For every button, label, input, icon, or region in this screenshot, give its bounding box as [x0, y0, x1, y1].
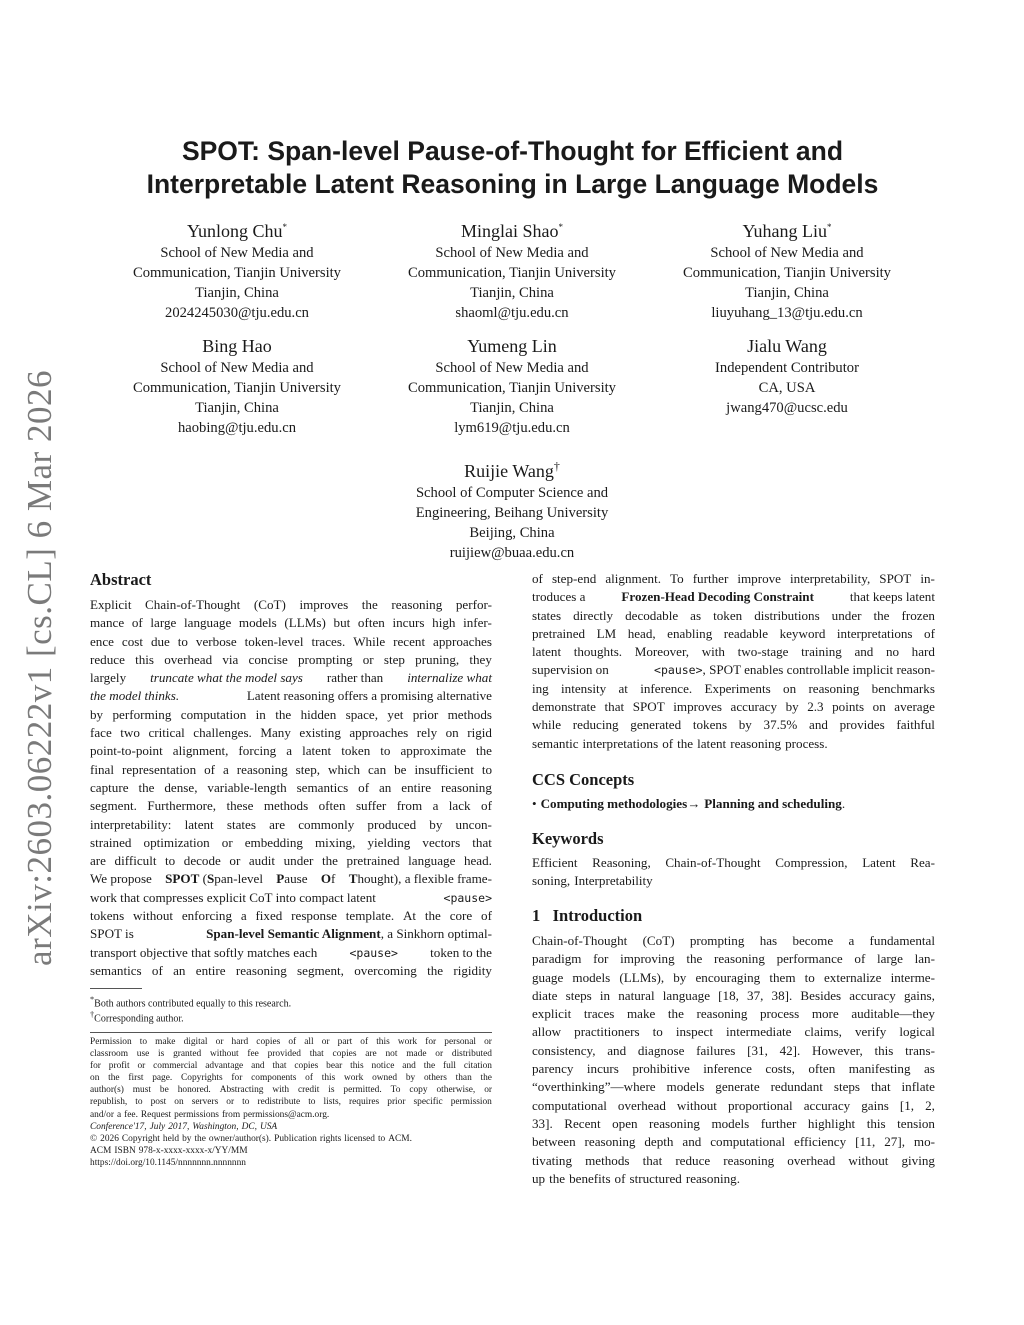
- author-affiliation: Communication, Tianjin University: [408, 265, 616, 281]
- text-line: [532, 661, 935, 679]
- text-span: token to the: [430, 944, 492, 960]
- section-number: 1: [532, 906, 541, 925]
- author-email[interactable]: liuyuhang_13@tju.edu.cn: [711, 305, 863, 321]
- author-affiliation: Communication, Tianjin University: [408, 380, 616, 396]
- author-location: Tianjin, China: [745, 285, 829, 301]
- text-line: point-to-point alignment, forcing a latent token to approximate the: [90, 743, 492, 759]
- permission-line: on the first page. Copyrights for components of this work owned by others than the: [90, 1073, 492, 1084]
- footnote-rule: [90, 988, 142, 989]
- text-line: up the benefits of structured reasoning.: [532, 1170, 741, 1186]
- doi-link[interactable]: https://doi.org/10.1145/nnnnnnn.nnnnnnn: [90, 1157, 246, 1168]
- text-span: work that compresses explicit CoT into compact latent: [90, 889, 376, 905]
- emphasis: Span-level Semantic Alignment: [206, 926, 381, 942]
- arxiv-id: arXiv:2603.06222v1 [cs.CL] 6 Mar 2026: [20, 370, 60, 966]
- pause-token: <pause>: [443, 890, 492, 905]
- author-name: Ruijie Wang: [464, 461, 554, 481]
- acronym-letter: O: [320, 871, 332, 887]
- author-location: Beijing, China: [469, 525, 555, 541]
- pause-token: <pause>: [654, 663, 703, 678]
- text-line: ing intensity at inference. Experiments on reasoning benchmarks: [532, 680, 935, 696]
- text-line: soning, Interpretability: [532, 873, 653, 889]
- ccs-line: [532, 795, 935, 813]
- text-line: of step-end alignment. To further improve interpretability, SPOT in-: [532, 571, 935, 586]
- author-mark: †: [553, 459, 560, 473]
- text-span: transport objective that softly matches each: [90, 944, 318, 960]
- text-span: Latent reasoning offers a promising alternative: [246, 688, 492, 704]
- text-line: face two critical challenges. Many existing approaches rely on rigid: [90, 725, 492, 741]
- author-mark: *: [558, 222, 563, 232]
- text-line: [90, 669, 492, 687]
- text-line: [90, 889, 492, 907]
- author-block: [642, 216, 932, 323]
- text-line: [90, 870, 492, 888]
- keywords: [532, 854, 935, 891]
- emphasis: the model thinks.: [90, 688, 180, 704]
- author-name: Yuhang Liu: [742, 221, 827, 241]
- author-block: [92, 335, 382, 438]
- acronym-letter: T: [348, 871, 358, 887]
- method-name: SPOT: [165, 871, 200, 887]
- author-affiliation: School of Computer Science and: [415, 485, 609, 501]
- permission-line: for profit or commercial advantage and that copies bear this notice and the full citation: [90, 1061, 492, 1072]
- text-line: by performing computation in the hidden space, yet prior methods: [90, 706, 492, 722]
- section-title: Introduction: [552, 906, 643, 925]
- author-name: Yunlong Chu: [186, 221, 283, 241]
- permission-line: republish, to post on servers or to redistribute to lists, requires prior specific permission: [90, 1097, 492, 1108]
- author-mark: *: [282, 222, 287, 232]
- permission-rule: [90, 1032, 492, 1033]
- text-line: semantic interpretations of the latent reasoning process.: [532, 735, 828, 751]
- text-line: allow practitioners to inspect intermediate claims, verify logical: [532, 1024, 935, 1040]
- author-affiliation: Independent Contributor: [715, 360, 859, 376]
- text-line: ence cost due to verbose token-level traces. While recent approaches: [90, 633, 492, 649]
- text-line: states directly decodable as token distributions under the frozen: [532, 607, 935, 623]
- permission-block: [90, 1036, 492, 1169]
- text-span: supervision on: [532, 662, 609, 678]
- text-line: reduce this overhead via concise prompting or step pruning, they: [90, 651, 492, 667]
- text-span: hought), a flexible frame-: [357, 871, 492, 887]
- text-span: f: [331, 871, 336, 887]
- copyright-line: © 2026 Copyright held by the owner/author(s). Publication rights licensed to ACM.: [90, 1133, 412, 1144]
- author-affiliation: School of New Media and: [435, 360, 589, 376]
- author-name: Bing Hao: [202, 336, 272, 356]
- isbn-line: ACM ISBN 978-x-xxxx-xxxx-x/YY/MM: [90, 1145, 248, 1156]
- author-location: Tianjin, China: [470, 285, 554, 301]
- text-span: , SPOT enables controllable implicit reason-: [702, 662, 935, 678]
- author-email[interactable]: shaoml@tju.edu.cn: [455, 305, 569, 321]
- ccs-concepts: [532, 795, 935, 813]
- text-line: Explicit Chain-of-Thought (CoT) improves the reasoning perfor-: [90, 597, 492, 612]
- text-line: guage models (LLMs), by encouraging them to externalize interme-: [532, 969, 935, 985]
- text-line: [90, 687, 492, 705]
- ccs-term: Planning and scheduling: [704, 796, 842, 811]
- text-line: between reasoning depth and computational efficiency [11, 27], mo-: [532, 1134, 935, 1150]
- text-span: (: [202, 871, 207, 887]
- text-line: capture the dense, variable-length semantics of an entire reasoning: [90, 779, 492, 795]
- text-line: segment. Furthermore, these methods often suffer from a lack of: [90, 798, 492, 814]
- arxiv-stamp: [20, 370, 60, 966]
- text-line: consistency, and diagnose failures [31, 42]. However, this trans-: [532, 1042, 935, 1058]
- intro-body: [532, 932, 935, 1188]
- text-line: parency incurs prohibitive inference costs, often manifesting as: [532, 1061, 935, 1077]
- text-line: interpretability: latent states are commonly produced by uncon-: [90, 816, 492, 832]
- ccs-heading: CCS Concepts: [532, 770, 635, 789]
- text-line: demonstrate that SPOT improves accuracy by 2.3 points on average: [532, 699, 935, 715]
- acronym-letter: P: [276, 871, 285, 887]
- author-affiliation: School of New Media and: [710, 245, 864, 261]
- footnote-mark: †: [90, 1010, 95, 1019]
- footnote-text: Corresponding author.: [94, 1013, 184, 1025]
- author-affiliation: Engineering, Beihang University: [415, 505, 609, 521]
- text-line: 33]. Recent open reasoning models further highlight this tension: [532, 1115, 935, 1131]
- text-line: [90, 925, 492, 943]
- abstract-body: [90, 596, 492, 980]
- text-line: paradigm for improving the reasoning performance of large lan-: [532, 951, 935, 967]
- author-affiliation: Communication, Tianjin University: [133, 380, 341, 396]
- bullet: •: [532, 796, 537, 811]
- text-line: tivating methods that reduce reasoning overhead without giving: [532, 1152, 935, 1168]
- intro-heading: [532, 906, 642, 926]
- text-line: computational overhead without proportional accuracy gains [1, 2,: [532, 1097, 935, 1113]
- text-line: Efficient Reasoning, Chain-of-Thought Compression, Latent Rea-: [532, 855, 935, 870]
- right-column-top: [532, 570, 935, 753]
- conference-info: Conference'17, July 2017, Washington, DC, USA: [90, 1121, 278, 1132]
- author-block: [642, 335, 932, 418]
- text-line: are difficult to decode or audit under the pretrained language head.: [90, 853, 492, 869]
- footnote: [90, 1008, 184, 1025]
- text-span: pan-level: [214, 871, 264, 887]
- text-line: Chain-of-Thought (CoT) prompting has become a fundamental: [532, 933, 935, 948]
- author-name: Jialu Wang: [747, 336, 827, 356]
- author-block: [367, 455, 657, 563]
- author-mark: *: [827, 222, 832, 232]
- author-affiliation: School of New Media and: [160, 245, 314, 261]
- emphasis: truncate what the model says: [150, 670, 303, 686]
- author-affiliation: Communication, Tianjin University: [683, 265, 891, 281]
- author-affiliation: School of New Media and: [435, 245, 589, 261]
- text-line: while reducing generated tokens by 37.5% and provides faithful: [532, 717, 935, 733]
- footnote-text: Both authors contributed equally to this research.: [94, 998, 292, 1010]
- permission-line: and/or a fee. Request permissions from permissions@acm.org.: [90, 1109, 330, 1120]
- acronym-letter: S: [207, 871, 215, 887]
- title-line-1: SPOT: Span-level Pause-of-Thought for Efficient and: [181, 136, 844, 166]
- text-line: [532, 588, 935, 606]
- author-block: [92, 216, 382, 323]
- author-affiliation: CA, USA: [758, 380, 816, 396]
- text-line: [90, 944, 492, 962]
- emphasis: Frozen-Head Decoding Constraint: [621, 589, 814, 605]
- text-span: ause: [284, 871, 308, 887]
- author-block: [367, 216, 657, 323]
- author-block: [367, 335, 657, 438]
- text-line: explicit traces make the reasoning process more auditable—they: [532, 1006, 935, 1022]
- footnote-mark: *: [90, 995, 95, 1004]
- text-span: troduces a: [532, 589, 586, 605]
- author-email[interactable]: jwang470@ucsc.edu: [726, 400, 848, 416]
- author-location: Tianjin, China: [195, 285, 279, 301]
- author-email[interactable]: 2024245030@tju.edu.cn: [165, 305, 309, 321]
- abstract-heading: Abstract: [90, 570, 152, 589]
- author-location: Tianjin, China: [470, 400, 554, 416]
- author-email[interactable]: haobing@tju.edu.cn: [177, 420, 296, 436]
- author-name: Minglai Shao: [461, 221, 559, 241]
- text-line: “overthinking”—where models generate redundant steps that inflate: [532, 1079, 935, 1095]
- text-span: rather than: [326, 670, 384, 686]
- text-span: largely: [90, 670, 127, 686]
- author-affiliation: School of New Media and: [160, 360, 314, 376]
- pause-token: <pause>: [349, 945, 398, 960]
- permission-line: author(s) must be honored. Abstracting with credit is permitted. To copy otherwise, or: [90, 1085, 492, 1096]
- title-line-2: Interpretable Latent Reasoning in Large Language Models: [146, 169, 879, 199]
- keywords-heading: Keywords: [532, 829, 604, 848]
- author-email[interactable]: lym619@tju.edu.cn: [454, 420, 570, 436]
- text-span: , a Sinkhorn optimal-: [380, 926, 492, 942]
- author-email[interactable]: ruijiew@buaa.edu.cn: [449, 545, 575, 561]
- text-line: tokens without enforcing a fixed response template. At the core of: [90, 908, 492, 924]
- author-affiliation: Communication, Tianjin University: [133, 265, 341, 281]
- author-name: Yumeng Lin: [467, 336, 557, 356]
- paper-title: [90, 135, 935, 201]
- text-line: final representation of a reasoning step, which can be insufficient to: [90, 761, 492, 777]
- author-location: Tianjin, China: [195, 400, 279, 416]
- text-span: .: [841, 796, 846, 811]
- text-line: latent thoughts. Moreover, with two-stage training and no hard: [532, 644, 935, 660]
- text-span: SPOT is: [90, 926, 134, 942]
- text-line: mance of large language models (LLMs) but often incurs high infer-: [90, 615, 492, 631]
- ccs-term: Computing methodologies: [540, 796, 688, 811]
- permission-line: classroom use is granted without fee provided that copies are not made or distributed: [90, 1049, 492, 1060]
- text-line: strained optimization or embedding mixing, yielding vectors that: [90, 834, 492, 850]
- text-line: pretrained LM head, enabling readable keyword interpretations of: [532, 625, 935, 641]
- emphasis: internalize what: [407, 670, 492, 686]
- text-line: semantics of an entire reasoning segment, overcoming the rigidity: [90, 962, 492, 978]
- text-span: We propose: [90, 871, 152, 887]
- arrow-icon: →: [687, 796, 701, 811]
- text-line: diate steps in natural language [18, 37, 38]. Besides accuracy gains,: [532, 987, 935, 1003]
- text-span: that keeps latent: [849, 589, 935, 605]
- permission-line: Permission to make digital or hard copies of all or part of this work for personal or: [90, 1037, 492, 1047]
